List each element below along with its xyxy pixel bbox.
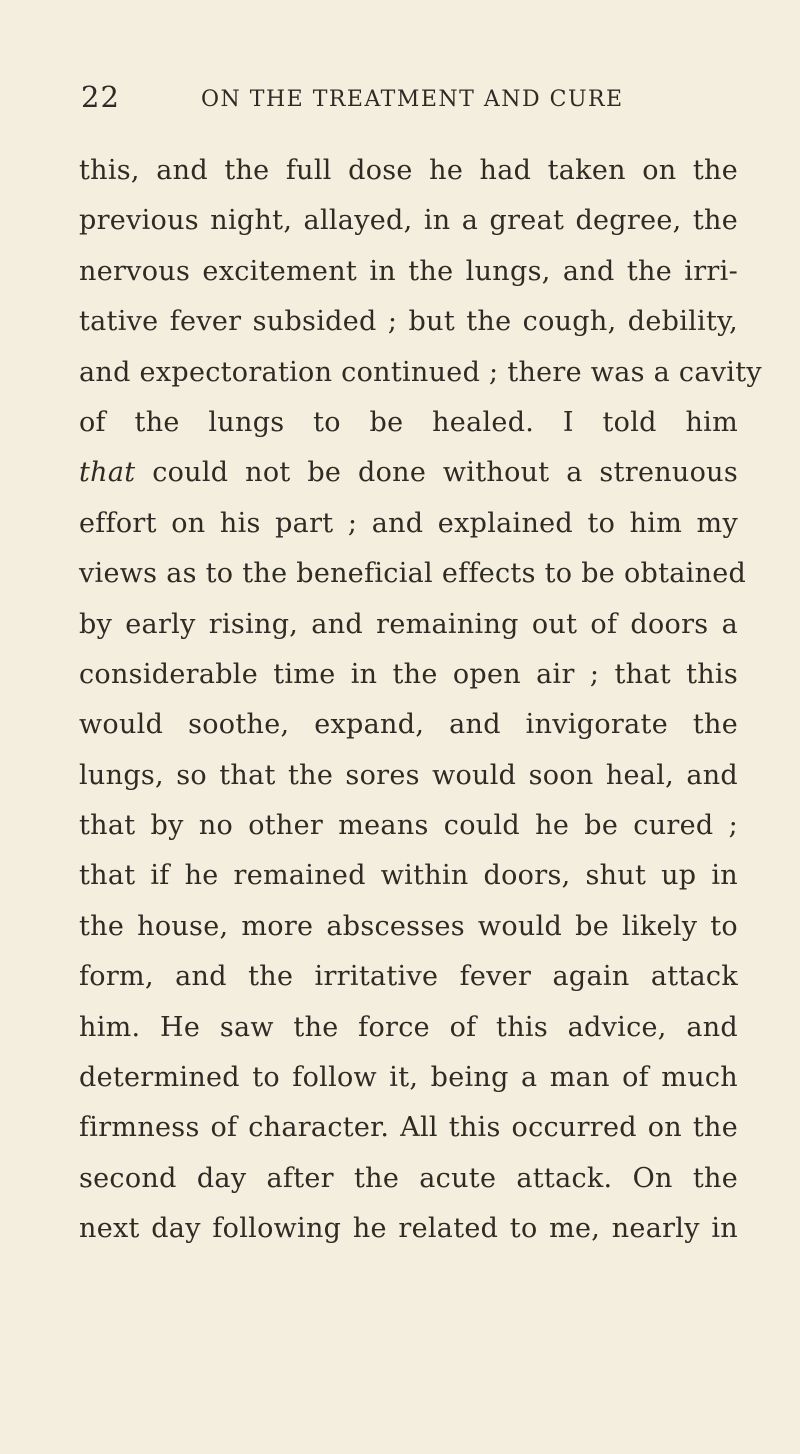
- text-line: this, and the full dose he had taken on the: [79, 155, 738, 186]
- running-head: ON THE TREATMENT AND CURE: [201, 87, 624, 112]
- text-line: determined to follow it, being a man of much: [79, 1062, 738, 1094]
- text-line: second day after the acute attack. On the: [79, 1162, 738, 1194]
- text-line: effort on his part ; and explained to him my: [79, 507, 738, 539]
- text-line: tative fever subsided ; but the cough, debility,: [79, 306, 738, 338]
- text-line: the house, more abscesses would be likely to: [79, 910, 738, 942]
- text-line-rest: could not be done without a strenuous: [152, 457, 739, 489]
- text-line: form, and the irritative fever again attack: [79, 961, 738, 993]
- text-line: would soothe, expand, and invigorate the: [79, 709, 738, 741]
- text-line: lungs, so that the sores would soon heal, and: [79, 759, 738, 791]
- text-line: by early rising, and remaining out of doors a: [79, 608, 738, 640]
- body-text: [79, 146, 762, 1255]
- text-line: nervous excitement in the lungs, and the irri-: [79, 255, 738, 287]
- italic-word: that: [79, 457, 136, 489]
- text-line: and expectoration continued ; there was a cavity: [79, 356, 762, 388]
- text-line: of the lungs to be healed. I told him: [79, 406, 738, 438]
- page-number: 22: [81, 80, 120, 114]
- text-line: considerable time in the open air ; that this: [79, 658, 738, 690]
- text-line: firmness of character. All this occurred on the: [79, 1112, 738, 1144]
- text-line: him. He saw the force of this advice, and: [79, 1011, 738, 1043]
- text-line: next day following he related to me, nearly in: [79, 1213, 738, 1245]
- text-line: views as to the beneficial effects to be obtained: [79, 558, 747, 590]
- text-line: previous night, allayed, in a great degree, the: [79, 205, 738, 237]
- text-line: that by no other means could he be cured ;: [79, 810, 738, 842]
- text-line-with-italic: [79, 448, 738, 498]
- text-line: that if he remained within doors, shut up in: [79, 860, 738, 892]
